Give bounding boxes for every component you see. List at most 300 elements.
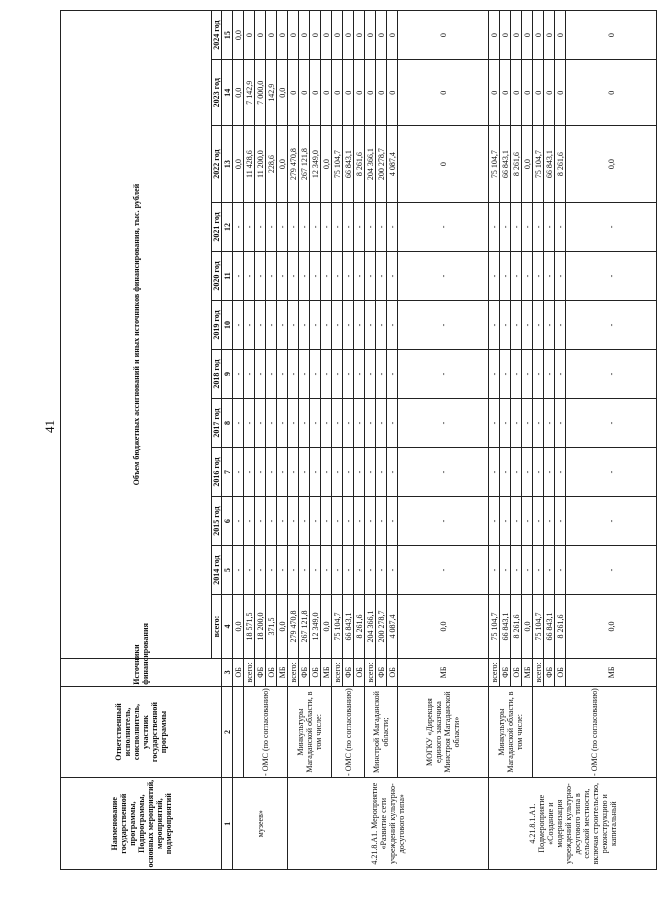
dash-cell: -: [500, 202, 511, 251]
dash-cell: -: [500, 350, 511, 399]
dash-cell: -: [310, 497, 321, 546]
year-2023-cell: 0: [566, 60, 657, 126]
dash-cell: -: [299, 202, 310, 251]
header-year: 2014 год: [212, 546, 222, 595]
year-2023-cell: 142,9: [266, 60, 277, 126]
dash-cell: -: [255, 350, 266, 399]
dash-cell: -: [277, 399, 288, 448]
year-2023-cell: 0: [376, 60, 387, 126]
dash-cell: -: [310, 300, 321, 349]
source-cell: всего:: [533, 659, 544, 687]
column-number: 4: [222, 595, 233, 659]
dash-cell: -: [266, 448, 277, 497]
table-row: [533, 11, 544, 870]
dash-cell: -: [398, 399, 489, 448]
year-2023-cell: 0: [332, 60, 343, 126]
year-2024-cell: 0: [511, 11, 522, 60]
header-year: 2015 год: [212, 497, 222, 546]
year-2022-cell: 66 843,1: [500, 126, 511, 203]
dash-cell: -: [376, 251, 387, 300]
year-2022-cell: 0,0: [522, 126, 533, 203]
dash-cell: -: [343, 448, 354, 497]
dash-cell: -: [544, 546, 555, 595]
year-2024-cell: 0: [321, 11, 332, 60]
column-number: 10: [222, 300, 233, 349]
dash-cell: -: [244, 300, 255, 349]
dash-cell: -: [555, 399, 566, 448]
dash-cell: -: [533, 497, 544, 546]
dash-cell: -: [310, 202, 321, 251]
budget-table-rotated: [60, 10, 618, 870]
dash-cell: -: [376, 497, 387, 546]
year-2023-cell: 7 000,0: [255, 60, 266, 126]
dash-cell: -: [522, 251, 533, 300]
dash-cell: -: [398, 251, 489, 300]
year-2022-cell: 66 843,1: [343, 126, 354, 203]
header-funding-group: Объем бюджетных ассигнований и иных источников финансирования, тыс. рублей: [61, 11, 212, 659]
dash-cell: -: [277, 251, 288, 300]
total-cell: 8 261,6: [354, 595, 365, 659]
dash-cell: -: [354, 300, 365, 349]
year-2022-cell: 0,0: [566, 126, 657, 203]
total-cell: 66 843,1: [544, 595, 555, 659]
year-2023-cell: 0,0: [233, 60, 244, 126]
dash-cell: -: [387, 546, 398, 595]
year-2024-cell: 0: [387, 11, 398, 60]
dash-cell: -: [511, 251, 522, 300]
total-cell: 0,0: [321, 595, 332, 659]
row-name: 4.21.8.1.А1. Подмероприятие «Создание и модернизация учреждений культурно-досугового типа в сельской местности, включая строительство, реконструкцию и капитальный: [489, 778, 657, 870]
dash-cell: -: [522, 497, 533, 546]
total-cell: 200 278,7: [376, 595, 387, 659]
dash-cell: -: [387, 350, 398, 399]
column-number: 15: [222, 11, 233, 60]
year-2024-cell: 0: [288, 11, 299, 60]
dash-cell: -: [266, 251, 277, 300]
year-2024-cell: 0: [354, 11, 365, 60]
dash-cell: -: [354, 497, 365, 546]
dash-cell: -: [544, 399, 555, 448]
dash-cell: -: [255, 399, 266, 448]
dash-cell: -: [343, 399, 354, 448]
dash-cell: -: [566, 399, 657, 448]
dash-cell: -: [566, 350, 657, 399]
dash-cell: -: [387, 399, 398, 448]
year-2022-cell: 0,0: [321, 126, 332, 203]
year-2023-cell: 7 142,9: [244, 60, 255, 126]
dash-cell: -: [343, 546, 354, 595]
row-executor-blank: [233, 686, 244, 778]
dash-cell: -: [244, 448, 255, 497]
dash-cell: -: [511, 300, 522, 349]
source-cell: ОБ: [387, 659, 398, 687]
dash-cell: -: [365, 448, 376, 497]
source-cell: всего:: [489, 659, 500, 687]
year-2023-cell: 0: [489, 60, 500, 126]
dash-cell: -: [343, 300, 354, 349]
dash-cell: -: [365, 300, 376, 349]
dash-cell: -: [489, 202, 500, 251]
year-2023-cell: 0: [365, 60, 376, 126]
dash-cell: -: [398, 546, 489, 595]
source-cell: МБ: [321, 659, 332, 687]
header-year: 2022 год: [212, 126, 222, 203]
dash-cell: -: [321, 202, 332, 251]
row-executor: Минкультуры Магаданской области, в том числе:: [288, 686, 332, 778]
total-cell: 0,0: [277, 595, 288, 659]
dash-cell: -: [365, 251, 376, 300]
year-2023-cell: 0: [310, 60, 321, 126]
dash-cell: -: [255, 448, 266, 497]
dash-cell: -: [233, 497, 244, 546]
total-cell: 75 104,7: [489, 595, 500, 659]
dash-cell: -: [332, 546, 343, 595]
total-cell: 18 571,5: [244, 595, 255, 659]
source-cell: ФБ: [500, 659, 511, 687]
year-2022-cell: 279 470,8: [288, 126, 299, 203]
dash-cell: -: [533, 546, 544, 595]
dash-cell: -: [255, 251, 266, 300]
year-2024-cell: 0: [566, 11, 657, 60]
dash-cell: -: [500, 497, 511, 546]
dash-cell: -: [354, 399, 365, 448]
dash-cell: -: [522, 350, 533, 399]
dash-cell: -: [500, 300, 511, 349]
source-cell: ФБ: [544, 659, 555, 687]
row-executor: Минкультуры Магаданской области, в том числе:: [489, 686, 533, 778]
header-year: 2020 год: [212, 251, 222, 300]
table-row: [288, 11, 299, 870]
year-2024-cell: 0: [533, 11, 544, 60]
dash-cell: -: [332, 448, 343, 497]
dash-cell: -: [310, 350, 321, 399]
dash-cell: -: [398, 497, 489, 546]
dash-cell: -: [244, 251, 255, 300]
dash-cell: -: [244, 202, 255, 251]
dash-cell: -: [522, 399, 533, 448]
source-cell: всего:: [244, 659, 255, 687]
year-2024-cell: 0: [244, 11, 255, 60]
year-2022-cell: 228,6: [266, 126, 277, 203]
dash-cell: -: [343, 251, 354, 300]
column-number: 3: [222, 659, 233, 687]
dash-cell: -: [354, 448, 365, 497]
dash-cell: -: [376, 300, 387, 349]
dash-cell: -: [299, 497, 310, 546]
dash-cell: -: [244, 546, 255, 595]
year-2024-cell: 0: [555, 11, 566, 60]
year-2023-cell: 0,0: [277, 60, 288, 126]
source-cell: ФБ: [255, 659, 266, 687]
year-2023-cell: 0: [299, 60, 310, 126]
dash-cell: -: [354, 251, 365, 300]
total-cell: 8 261,6: [555, 595, 566, 659]
source-cell: МБ: [277, 659, 288, 687]
row-executor: МОГКУ «Дирекция единого заказчика Минстроя Магаданской области»: [398, 686, 489, 778]
header-year: 2019 год: [212, 300, 222, 349]
dash-cell: -: [489, 399, 500, 448]
year-2022-cell: 75 104,7: [533, 126, 544, 203]
year-2023-cell: 0: [354, 60, 365, 126]
source-cell: ФБ: [376, 659, 387, 687]
dash-cell: -: [376, 350, 387, 399]
dash-cell: -: [566, 546, 657, 595]
dash-cell: -: [566, 497, 657, 546]
column-number: 7: [222, 448, 233, 497]
dash-cell: -: [288, 350, 299, 399]
total-cell: 204 366,1: [365, 595, 376, 659]
source-cell: всего:: [332, 659, 343, 687]
dash-cell: -: [233, 300, 244, 349]
header-name: Наименование государственной программы, Подпрограммы, основных мероприятий, мероприятий, подмероприятий: [61, 778, 222, 870]
dash-cell: -: [566, 448, 657, 497]
dash-cell: -: [321, 251, 332, 300]
dash-cell: -: [266, 399, 277, 448]
year-2024-cell: 0: [332, 11, 343, 60]
dash-cell: -: [343, 202, 354, 251]
dash-cell: -: [277, 497, 288, 546]
page-number: 41: [42, 420, 57, 433]
dash-cell: -: [255, 497, 266, 546]
total-cell: 0,0: [233, 595, 244, 659]
dash-cell: -: [533, 448, 544, 497]
dash-cell: -: [555, 251, 566, 300]
year-2022-cell: 8 261,6: [354, 126, 365, 203]
dash-cell: -: [489, 546, 500, 595]
total-cell: 66 843,1: [500, 595, 511, 659]
header-year: 2018 год: [212, 350, 222, 399]
dash-cell: -: [544, 497, 555, 546]
source-cell: ОБ: [555, 659, 566, 687]
row-name: музеев»: [233, 778, 288, 870]
dash-cell: -: [555, 350, 566, 399]
source-cell: ФБ: [343, 659, 354, 687]
year-2023-cell: 0: [544, 60, 555, 126]
dash-cell: -: [288, 448, 299, 497]
source-cell: ОБ: [266, 659, 277, 687]
source-cell: всего:: [288, 659, 299, 687]
dash-cell: -: [544, 300, 555, 349]
dash-cell: -: [310, 448, 321, 497]
dash-cell: -: [233, 399, 244, 448]
dash-cell: -: [387, 251, 398, 300]
dash-cell: -: [522, 546, 533, 595]
dash-cell: -: [544, 251, 555, 300]
column-number: 12: [222, 202, 233, 251]
table-row: [365, 11, 376, 870]
dash-cell: -: [500, 546, 511, 595]
year-2023-cell: 0: [288, 60, 299, 126]
dash-cell: -: [244, 399, 255, 448]
dash-cell: -: [365, 497, 376, 546]
dash-cell: -: [266, 497, 277, 546]
header-year: 2023 год: [212, 60, 222, 126]
dash-cell: -: [288, 202, 299, 251]
dash-cell: -: [332, 251, 343, 300]
dash-cell: -: [277, 448, 288, 497]
total-cell: 4 087,4: [387, 595, 398, 659]
year-2023-cell: 0: [321, 60, 332, 126]
year-2024-cell: 0: [500, 11, 511, 60]
header-year: 2017 год: [212, 399, 222, 448]
year-2023-cell: 0: [398, 60, 489, 126]
total-cell: 12 349,0: [310, 595, 321, 659]
year-2024-cell: 0: [544, 11, 555, 60]
dash-cell: -: [398, 350, 489, 399]
dash-cell: -: [343, 497, 354, 546]
dash-cell: -: [533, 300, 544, 349]
row-executor: - ОМС (по согласованию): [332, 686, 365, 778]
year-2024-cell: 0: [398, 11, 489, 60]
year-2024-cell: 0: [522, 11, 533, 60]
total-cell: 75 104,7: [332, 595, 343, 659]
header-source: Источники финансирования: [61, 659, 222, 687]
dash-cell: -: [511, 497, 522, 546]
dash-cell: -: [299, 546, 310, 595]
dash-cell: -: [511, 202, 522, 251]
dash-cell: -: [354, 202, 365, 251]
table-row: [398, 11, 489, 870]
dash-cell: -: [376, 202, 387, 251]
column-number: 14: [222, 60, 233, 126]
column-number: 2: [222, 686, 233, 778]
source-cell: ОБ: [511, 659, 522, 687]
dash-cell: -: [332, 350, 343, 399]
year-2024-cell: 0: [255, 11, 266, 60]
year-2022-cell: 0,0: [233, 126, 244, 203]
dash-cell: -: [387, 300, 398, 349]
dash-cell: -: [255, 300, 266, 349]
total-cell: 75 104,7: [533, 595, 544, 659]
year-2022-cell: 75 104,7: [489, 126, 500, 203]
dash-cell: -: [533, 202, 544, 251]
dash-cell: -: [244, 350, 255, 399]
dash-cell: -: [511, 546, 522, 595]
dash-cell: -: [310, 546, 321, 595]
source-cell: ФБ: [299, 659, 310, 687]
source-cell: МБ: [522, 659, 533, 687]
dash-cell: -: [288, 497, 299, 546]
dash-cell: -: [233, 448, 244, 497]
dash-cell: -: [511, 448, 522, 497]
year-2022-cell: 8 261,6: [511, 126, 522, 203]
dash-cell: -: [544, 448, 555, 497]
dash-cell: -: [321, 350, 332, 399]
dash-cell: -: [321, 497, 332, 546]
dash-cell: -: [266, 546, 277, 595]
column-number: 9: [222, 350, 233, 399]
dash-cell: -: [522, 300, 533, 349]
dash-cell: -: [387, 497, 398, 546]
dash-cell: -: [365, 202, 376, 251]
source-cell: МБ: [398, 659, 489, 687]
budget-table: [60, 10, 657, 870]
header-year: 2024 год: [212, 11, 222, 60]
year-2022-cell: 4 087,4: [387, 126, 398, 203]
header-total: всего:: [212, 595, 222, 659]
dash-cell: -: [233, 546, 244, 595]
dash-cell: -: [288, 546, 299, 595]
dash-cell: -: [277, 202, 288, 251]
dash-cell: -: [555, 300, 566, 349]
dash-cell: -: [544, 202, 555, 251]
dash-cell: -: [277, 546, 288, 595]
dash-cell: -: [288, 300, 299, 349]
dash-cell: -: [555, 202, 566, 251]
year-2022-cell: 66 843,1: [544, 126, 555, 203]
dash-cell: -: [544, 350, 555, 399]
year-2022-cell: 200 278,7: [376, 126, 387, 203]
dash-cell: -: [489, 448, 500, 497]
dash-cell: -: [365, 546, 376, 595]
column-number: 1: [222, 778, 233, 870]
year-2023-cell: 0: [511, 60, 522, 126]
year-2022-cell: 0: [398, 126, 489, 203]
column-number: 11: [222, 251, 233, 300]
dash-cell: -: [288, 399, 299, 448]
dash-cell: -: [511, 399, 522, 448]
total-cell: 279 470,8: [288, 595, 299, 659]
year-2023-cell: 0: [555, 60, 566, 126]
dash-cell: -: [533, 399, 544, 448]
year-2023-cell: 0: [522, 60, 533, 126]
year-2024-cell: 0: [365, 11, 376, 60]
table-row: [244, 11, 255, 870]
total-cell: 267 121,8: [299, 595, 310, 659]
dash-cell: -: [489, 300, 500, 349]
dash-cell: -: [321, 448, 332, 497]
dash-cell: -: [299, 300, 310, 349]
dash-cell: -: [299, 448, 310, 497]
dash-cell: -: [398, 300, 489, 349]
header-year: 2016 год: [212, 448, 222, 497]
header-year: 2021 год: [212, 202, 222, 251]
dash-cell: -: [398, 448, 489, 497]
dash-cell: -: [555, 448, 566, 497]
dash-cell: -: [332, 202, 343, 251]
dash-cell: -: [299, 350, 310, 399]
total-cell: 0,0: [398, 595, 489, 659]
year-2022-cell: 0,0: [277, 126, 288, 203]
total-cell: 371,5: [266, 595, 277, 659]
dash-cell: -: [365, 399, 376, 448]
dash-cell: -: [376, 448, 387, 497]
dash-cell: -: [233, 251, 244, 300]
dash-cell: -: [566, 202, 657, 251]
dash-cell: -: [255, 202, 266, 251]
dash-cell: -: [354, 546, 365, 595]
year-2024-cell: 0: [343, 11, 354, 60]
column-number: 13: [222, 126, 233, 203]
year-2023-cell: 0: [533, 60, 544, 126]
row-executor: - ОМС (по согласованию): [244, 686, 288, 778]
source-cell: ОБ: [310, 659, 321, 687]
column-number: 8: [222, 399, 233, 448]
dash-cell: -: [376, 399, 387, 448]
dash-cell: -: [310, 399, 321, 448]
dash-cell: -: [299, 399, 310, 448]
dash-cell: -: [566, 300, 657, 349]
dash-cell: -: [321, 546, 332, 595]
dash-cell: -: [343, 350, 354, 399]
dash-cell: -: [266, 300, 277, 349]
dash-cell: -: [321, 399, 332, 448]
dash-cell: -: [500, 448, 511, 497]
row-executor: - ОМС (по согласованию): [533, 686, 657, 778]
dash-cell: -: [310, 251, 321, 300]
dash-cell: -: [500, 399, 511, 448]
source-cell: ОБ: [354, 659, 365, 687]
